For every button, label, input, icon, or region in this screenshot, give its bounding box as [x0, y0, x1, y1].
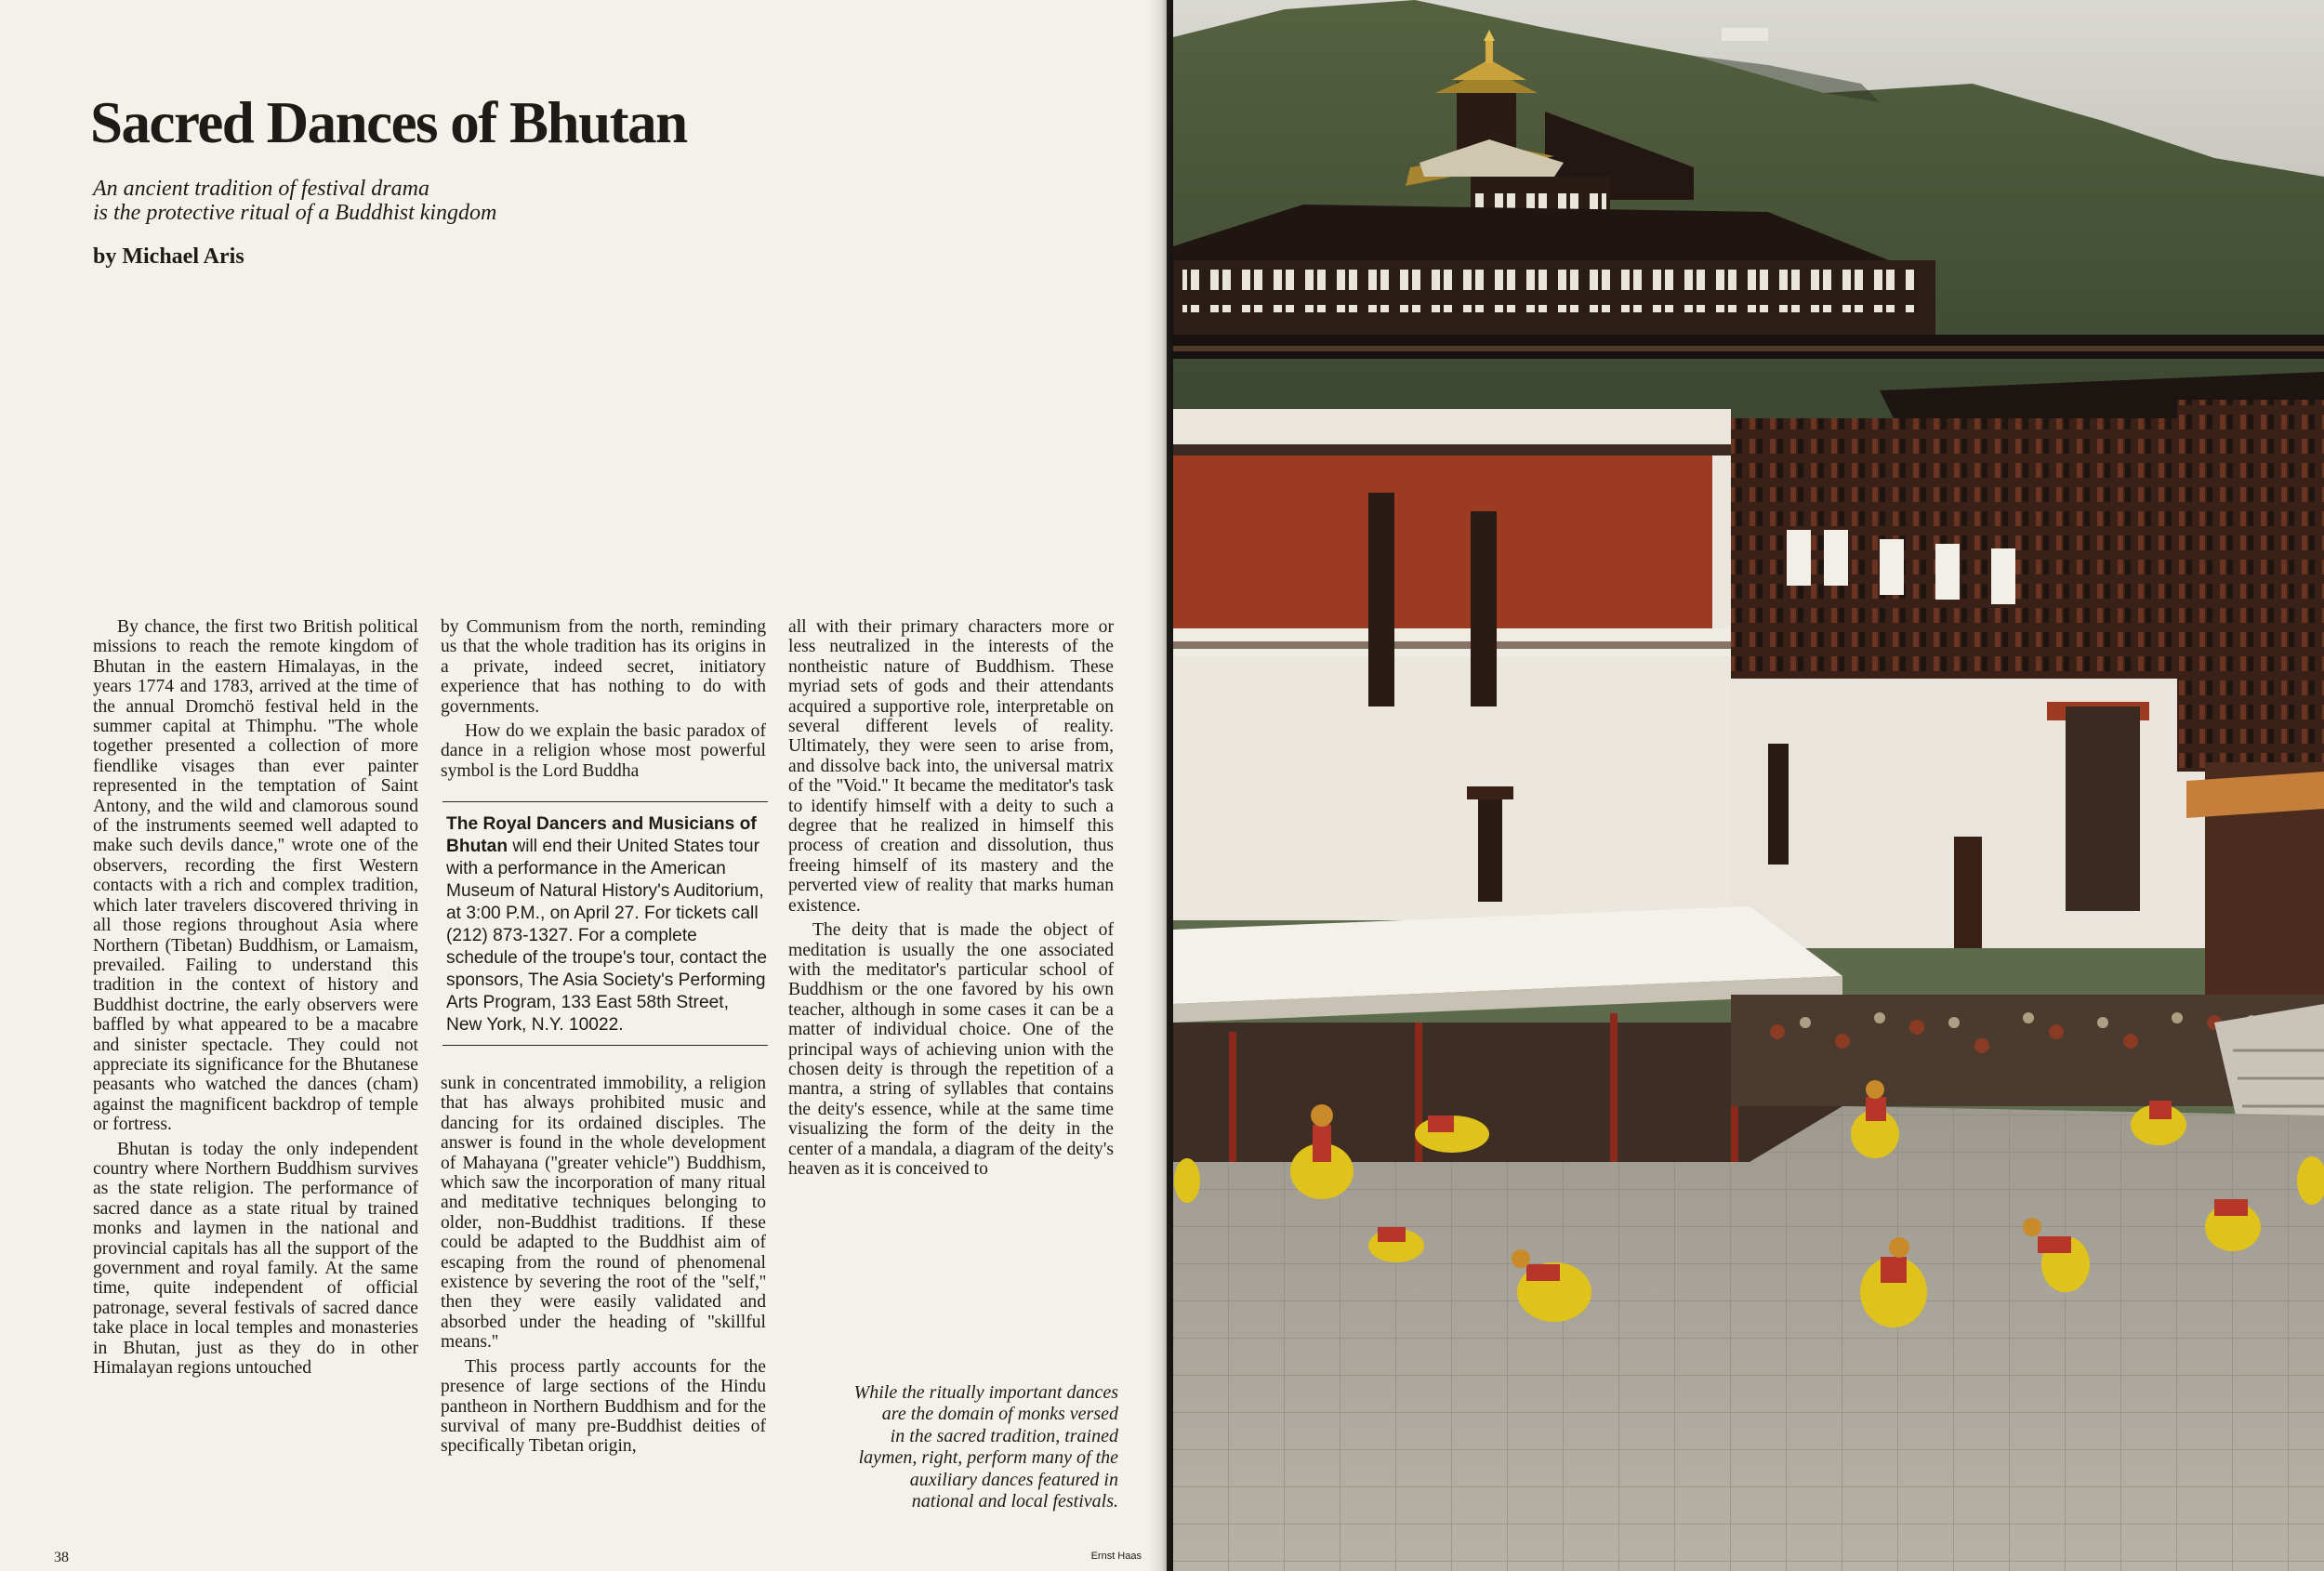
paragraph: Bhutan is today the only independent country where Northern Buddhism survives as the state religion. The performance of sacred dance as a state ritual by trained monks and laymen in the national and provincial capitals has all the support of the government and royal family. At the same time, quite independent of official patronage, several festivals of sacred dance take place in local temples and monasteries in Bhutan, just as they do in other Himalayan regions untouched — [93, 1139, 418, 1379]
photo-caption — [798, 1382, 1118, 1512]
paragraph: by Communism from the north, reminding us that the whole tradition has its origins in a private, indeed secret, initiatory experience that has nothing to do with governments. — [441, 617, 766, 717]
caption-line: national and local festivals. — [911, 1491, 1118, 1512]
notice-text: will end their United States tour with a performance in the American Museum of Natural History's Auditorium, at 3:00 P.M., on April 27. For tickets call (212) 873-1327. For a complete schedule of the troupe's tour, contact the sponsors, The Asia Society's Performing Arts Program, 133 East 58th Street, New York, N.Y. 10022. — [446, 837, 767, 1035]
caption-line: in the sacred tradition, trained — [890, 1425, 1118, 1446]
caption-line: While the ritually important dances — [853, 1382, 1118, 1403]
temple-courtyard-photo — [1173, 0, 2324, 1571]
subtitle-line: is the protective ritual of a Buddhist kingdom — [93, 201, 497, 225]
paragraph: This process partly accounts for the presence of large sections of the Hindu pantheon in Northern Buddhism and for the survival of many pre-Buddhist deities of specifically Tibetan origin, — [441, 1356, 766, 1457]
subtitle-line: An ancient tradition of festival drama — [93, 177, 429, 201]
page-number: 38 — [54, 1550, 69, 1565]
paragraph: sunk in concentrated immobility, a religion that has always prohibited music and dancing for its ordained disciples. The answer is found in the whole development of Mahayana (''greater vehicle'') Buddhism, which saw the incorporation of many ritual and meditative techniques belonging to older, non-Buddhist traditions. If these could be adapted to the Buddhist aim of escaping from the round of phenomenal existence by severing the root of the ''self,'' then they were easily validated and absorbed under the heading of ''skillful means.'' — [441, 1074, 766, 1353]
body-column-2-bottom — [441, 1074, 766, 1461]
caption-line: are the domain of monks versed — [881, 1404, 1118, 1425]
hilltop-building — [1722, 28, 1768, 41]
body-column-1 — [93, 617, 418, 1382]
golden-finial — [1486, 37, 1493, 63]
caption-line: auxiliary dances featured in — [909, 1469, 1118, 1490]
paragraph: all with their primary characters more or less neutralized in the interests of the nontheistic nature of Buddhism. These myriad sets of gods and their attendants acquired a supportive role, interpretable on several different levels of reality. Ultimately, they were seen to arise from, and dissolve back into, the universal matrix of the ''Void.'' It became the meditator's task to identify himself with a deity to such a degree that he realized in himself this process of creation and dissolution, thus freeing himself of its mastery and the perverted view of reality that marks human existence. — [788, 617, 1114, 916]
photo-page — [1173, 0, 2324, 1571]
photo-credit: Ernst Haas — [1090, 1551, 1142, 1562]
performance-notice-box — [442, 801, 768, 1046]
body-column-3 — [788, 617, 1114, 1183]
page-gutter — [1148, 0, 1174, 1571]
body-column-2-top — [441, 617, 766, 786]
article-title: Sacred Dances of Bhutan — [90, 90, 687, 155]
paragraph: By chance, the first two British political missions to reach the remote kingdom of Bhutan in the eastern Himalayas, in the years 1774 and 1783, arrived at the time of the annual Dromchö festival held in the summer capital at Thimphu. ''The whole together presented a collection of more fiendlike visages than ever painter represented in the temptation of Saint Antony, and the wild and clamorous sound of the instruments seemed well adapted to make such devils dance,'' wrote one of the observers, recording the first Western contacts with a rich and complex tradition, which later travelers discovered thriving in all those regions throughout Asia where Northern (Tibetan) Buddhism, or Lamaism, prevailed. Failing to understand this tradition in the context of history and Buddhist doctrine, the early observers were baffled by what appeared to be a macabre and sinister spectacle. They could not appreciate its significance for the Bhutanese peasants who watched the dances (cham) against the magnificent backdrop of temple or fortress. — [93, 617, 418, 1135]
byline: by Michael Aris — [93, 244, 244, 269]
caption-line: laymen, right, perform many of the — [858, 1447, 1118, 1469]
article-subtitle — [93, 177, 744, 225]
red-wall-band — [1173, 454, 1712, 628]
paragraph: The deity that is made the object of meditation is usually the one associated with the meditator's particular school of Buddhism or the one favored by his own teacher, although in some cases it can be a matter of individual choice. One of the principal ways of achieving union with the chosen deity is through the repetition of a mantra, a string of syllables that contains the deity's essence, while at the same time visualizing the form of the deity in the center of a mandala, a diagram of the deity's heaven as it is conceived to — [788, 920, 1114, 1179]
notice-lead: The Royal Dancers and Musicians of Bhutan — [446, 814, 757, 856]
paragraph: How do we explain the basic paradox of dance in a religion whose most powerful symbol is the Lord Buddha — [441, 721, 766, 781]
